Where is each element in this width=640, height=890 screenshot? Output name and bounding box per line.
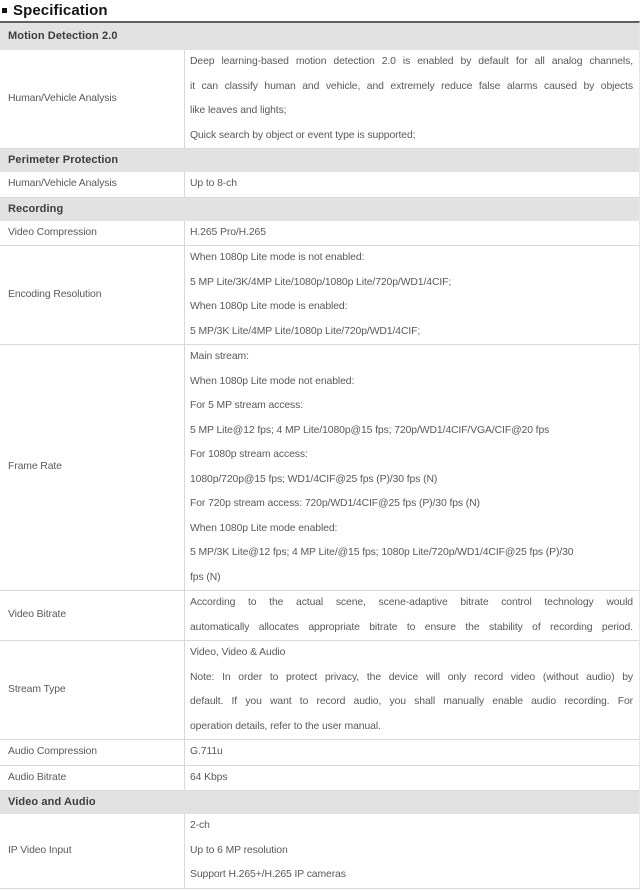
spec-value-line: like leaves and lights; <box>190 105 287 116</box>
spec-row <box>0 246 639 345</box>
spec-row <box>0 641 639 740</box>
spec-value-line: 5 MP/3K Lite@12 fps; 4 MP Lite/@15 fps; 1080p Lite/720p/WD1/4CIF@25 fps (P)/30 <box>190 547 574 558</box>
section-header: Perimeter Protection <box>0 149 639 172</box>
spec-label: Video Compression <box>0 221 185 246</box>
spec-row <box>0 740 639 766</box>
spec-table <box>0 21 640 889</box>
spec-value <box>185 172 639 197</box>
section-header: Motion Detection 2.0 <box>0 23 639 50</box>
spec-value-line: H.265 Pro/H.265 <box>190 226 266 238</box>
spec-value <box>185 50 639 148</box>
spec-value <box>185 221 639 246</box>
spec-value-line: 2-ch <box>190 820 210 831</box>
spec-value-line: For 5 MP stream access: <box>190 400 303 411</box>
spec-label: Audio Compression <box>0 740 185 765</box>
spec-label: IP Video Input <box>0 814 185 888</box>
spec-value <box>185 345 639 590</box>
spec-value-line: Main stream: <box>190 351 249 362</box>
spec-row <box>0 172 639 198</box>
spec-value-line: 5 MP Lite/3K/4MP Lite/1080p/1080p Lite/720p/WD1/4CIF; <box>190 276 452 288</box>
spec-row <box>0 221 639 247</box>
spec-value-line: 5 MP/3K Lite/4MP Lite/1080p Lite/720p/WD1/4CIF; <box>190 325 421 337</box>
spec-value-line: Deep learning-based motion detection 2.0 is enabled by default for all analog channels, <box>190 56 633 67</box>
spec-value <box>185 591 639 640</box>
spec-value-line: automatically allocates appropriate bitrate to ensure the stability of recording period. <box>190 621 633 633</box>
spec-value-line: it can classify human and vehicle, and extremely reduce false alarms caused by objects <box>190 80 633 92</box>
spec-value-line: operation details, refer to the user manual. <box>190 720 381 732</box>
spec-value-line: Support H.265+/H.265 IP cameras <box>190 869 346 880</box>
spec-value-line: Quick search by object or event type is supported; <box>190 129 416 141</box>
spec-row <box>0 814 639 889</box>
spec-row <box>0 591 639 641</box>
spec-value-line: For 1080p stream access: <box>190 449 308 460</box>
spec-row <box>0 50 639 149</box>
spec-value-line: 64 Kbps <box>190 771 228 783</box>
spec-value <box>185 641 639 739</box>
spec-value-line: fps (N) <box>190 571 221 583</box>
spec-value-line: For 720p stream access: 720p/WD1/4CIF@25 fps (P)/30 fps (N) <box>190 498 480 509</box>
spec-value <box>185 246 639 344</box>
section-header: Video and Audio <box>0 791 639 814</box>
page-title <box>0 0 640 21</box>
spec-label: Audio Bitrate <box>0 766 185 791</box>
spec-label: Frame Rate <box>0 345 185 590</box>
spec-value-line: G.711u <box>190 746 223 757</box>
spec-value <box>185 740 639 765</box>
spec-value-line: Up to 8-ch <box>190 178 237 189</box>
spec-value <box>185 814 639 888</box>
spec-value-line: When 1080p Lite mode is not enabled: <box>190 252 365 263</box>
section-header: Recording <box>0 198 639 221</box>
spec-row <box>0 766 639 792</box>
spec-value-line: When 1080p Lite mode not enabled: <box>190 375 355 387</box>
spec-label: Stream Type <box>0 641 185 739</box>
spec-value <box>185 766 639 791</box>
spec-value-line: Up to 6 MP resolution <box>190 844 288 856</box>
spec-label: Video Bitrate <box>0 591 185 640</box>
spec-value-line: According to the actual scene, scene-adaptive bitrate control technology would <box>190 597 633 608</box>
spec-value-line: When 1080p Lite mode enabled: <box>190 522 338 534</box>
spec-label: Human/Vehicle Analysis <box>0 50 185 148</box>
bullet-icon <box>2 8 7 13</box>
page-title-text: Specification <box>13 2 108 19</box>
spec-value-line: 5 MP Lite@12 fps; 4 MP Lite/1080p@15 fps; 720p/WD1/4CIF/VGA/CIF@20 fps <box>190 424 550 436</box>
spec-label: Human/Vehicle Analysis <box>0 172 185 197</box>
spec-value-line: When 1080p Lite mode is enabled: <box>190 301 348 312</box>
spec-value-line: default. If you want to record audio, you shall manually enable audio recording. For <box>190 696 633 707</box>
spec-value-line: Video, Video & Audio <box>190 647 286 658</box>
spec-value-line: Note: In order to protect privacy, the device will only record video (without audio) by <box>190 671 633 683</box>
spec-value-line: 1080p/720p@15 fps; WD1/4CIF@25 fps (P)/30 fps (N) <box>190 473 438 485</box>
spec-label: Encoding Resolution <box>0 246 185 344</box>
spec-row <box>0 345 639 591</box>
